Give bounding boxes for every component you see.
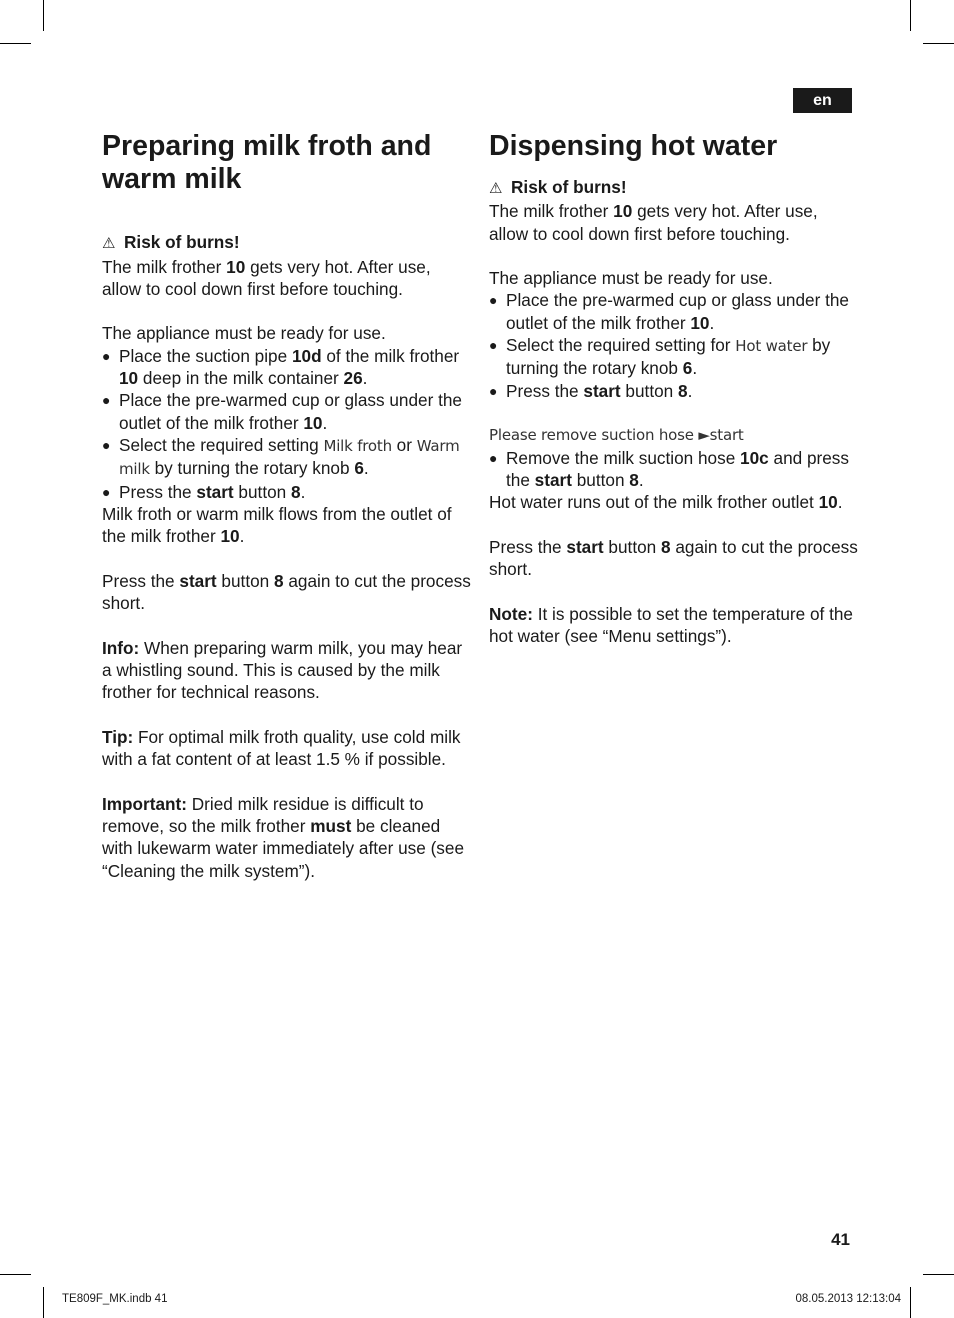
note-text: Note: It is possible to set the temperature of the hot water (see “Menu settings”). <box>489 603 853 646</box>
cut-short-text: Press the start button 8 again to cut the process short. <box>102 570 471 614</box>
tip-text: Tip: For optimal milk froth quality, use cold milk with a fat content of at least 1.5 % if possible. <box>102 726 461 770</box>
footer-file-info: TE809F_MK.indb 41 <box>62 1293 168 1305</box>
flow-text: Milk froth or warm milk flows from the outlet of the milk frother 10. <box>102 503 452 547</box>
list-item: ● Place the pre-warmed cup or glass under the outlet of the milk frother 10. <box>489 289 859 334</box>
list-item: ● Press the start button 8. <box>489 380 859 402</box>
list-item: ● Place the suction pipe 10d of the milk frother 10 deep in the milk container 26. <box>102 345 472 390</box>
warning-text: The milk frother 10 gets very hot. After use, allow to cool down first before touching. <box>489 201 818 244</box>
left-column <box>102 130 472 882</box>
list-item: ● Remove the milk suction hose 10c and press the start button 8. <box>489 447 859 492</box>
language-badge: en <box>793 88 852 113</box>
ready-text: The appliance must be ready for use. <box>102 323 386 344</box>
crop-mark <box>43 0 44 31</box>
list-item: ● Place the pre-warmed cup or glass under the outlet of the milk frother 10. <box>102 389 472 434</box>
section-title: Preparing milk froth and warm milk <box>102 130 432 195</box>
instruction-list <box>102 345 472 503</box>
page-number: 41 <box>831 1230 850 1249</box>
instruction-list <box>489 289 859 401</box>
list-item: ● Select the required setting for Hot water by turning the rotary knob 6. <box>489 334 859 380</box>
crop-mark <box>923 43 954 44</box>
crop-mark <box>910 1287 911 1318</box>
warning-heading: ⚠ Risk of burns! <box>102 231 472 255</box>
warning-triangle-icon: ⚠ <box>102 235 116 253</box>
cut-short-text: Press the start button 8 again to cut the process short. <box>489 536 858 580</box>
crop-mark <box>910 0 911 31</box>
list-item: ● Select the required setting Milk froth or Warm milk by turning the rotary knob 6. <box>102 434 472 481</box>
section-title: Dispensing hot water <box>489 130 778 162</box>
instruction-list <box>489 447 859 492</box>
crop-mark <box>43 1287 44 1318</box>
list-item: ● Press the start button 8. <box>102 481 472 503</box>
hot-water-text: Hot water runs out of the milk frother outlet 10. <box>489 492 843 513</box>
warning-triangle-icon: ⚠ <box>489 180 503 197</box>
info-text: Info: When preparing warm milk, you may hear a whistling sound. This is caused by the milk frother for technical reasons. <box>102 637 463 703</box>
ready-text: The appliance must be ready for use. <box>489 268 773 289</box>
crop-mark <box>0 43 31 44</box>
right-column <box>489 130 859 647</box>
warning-heading: ⚠ Risk of burns! <box>489 176 859 200</box>
crop-mark <box>0 1274 31 1275</box>
display-message: Please remove suction hose ►start <box>489 426 744 445</box>
footer-timestamp: 08.05.2013 12:13:04 <box>795 1293 901 1305</box>
crop-mark <box>923 1274 954 1275</box>
warning-text: The milk frother 10 gets very hot. After use, allow to cool down first before touching. <box>102 256 431 299</box>
important-text: Important: Dried milk residue is difficult to remove, so the milk frother must be cleaned with lukewarm water immediately after use (see “Cleaning the milk system”). <box>102 793 465 881</box>
